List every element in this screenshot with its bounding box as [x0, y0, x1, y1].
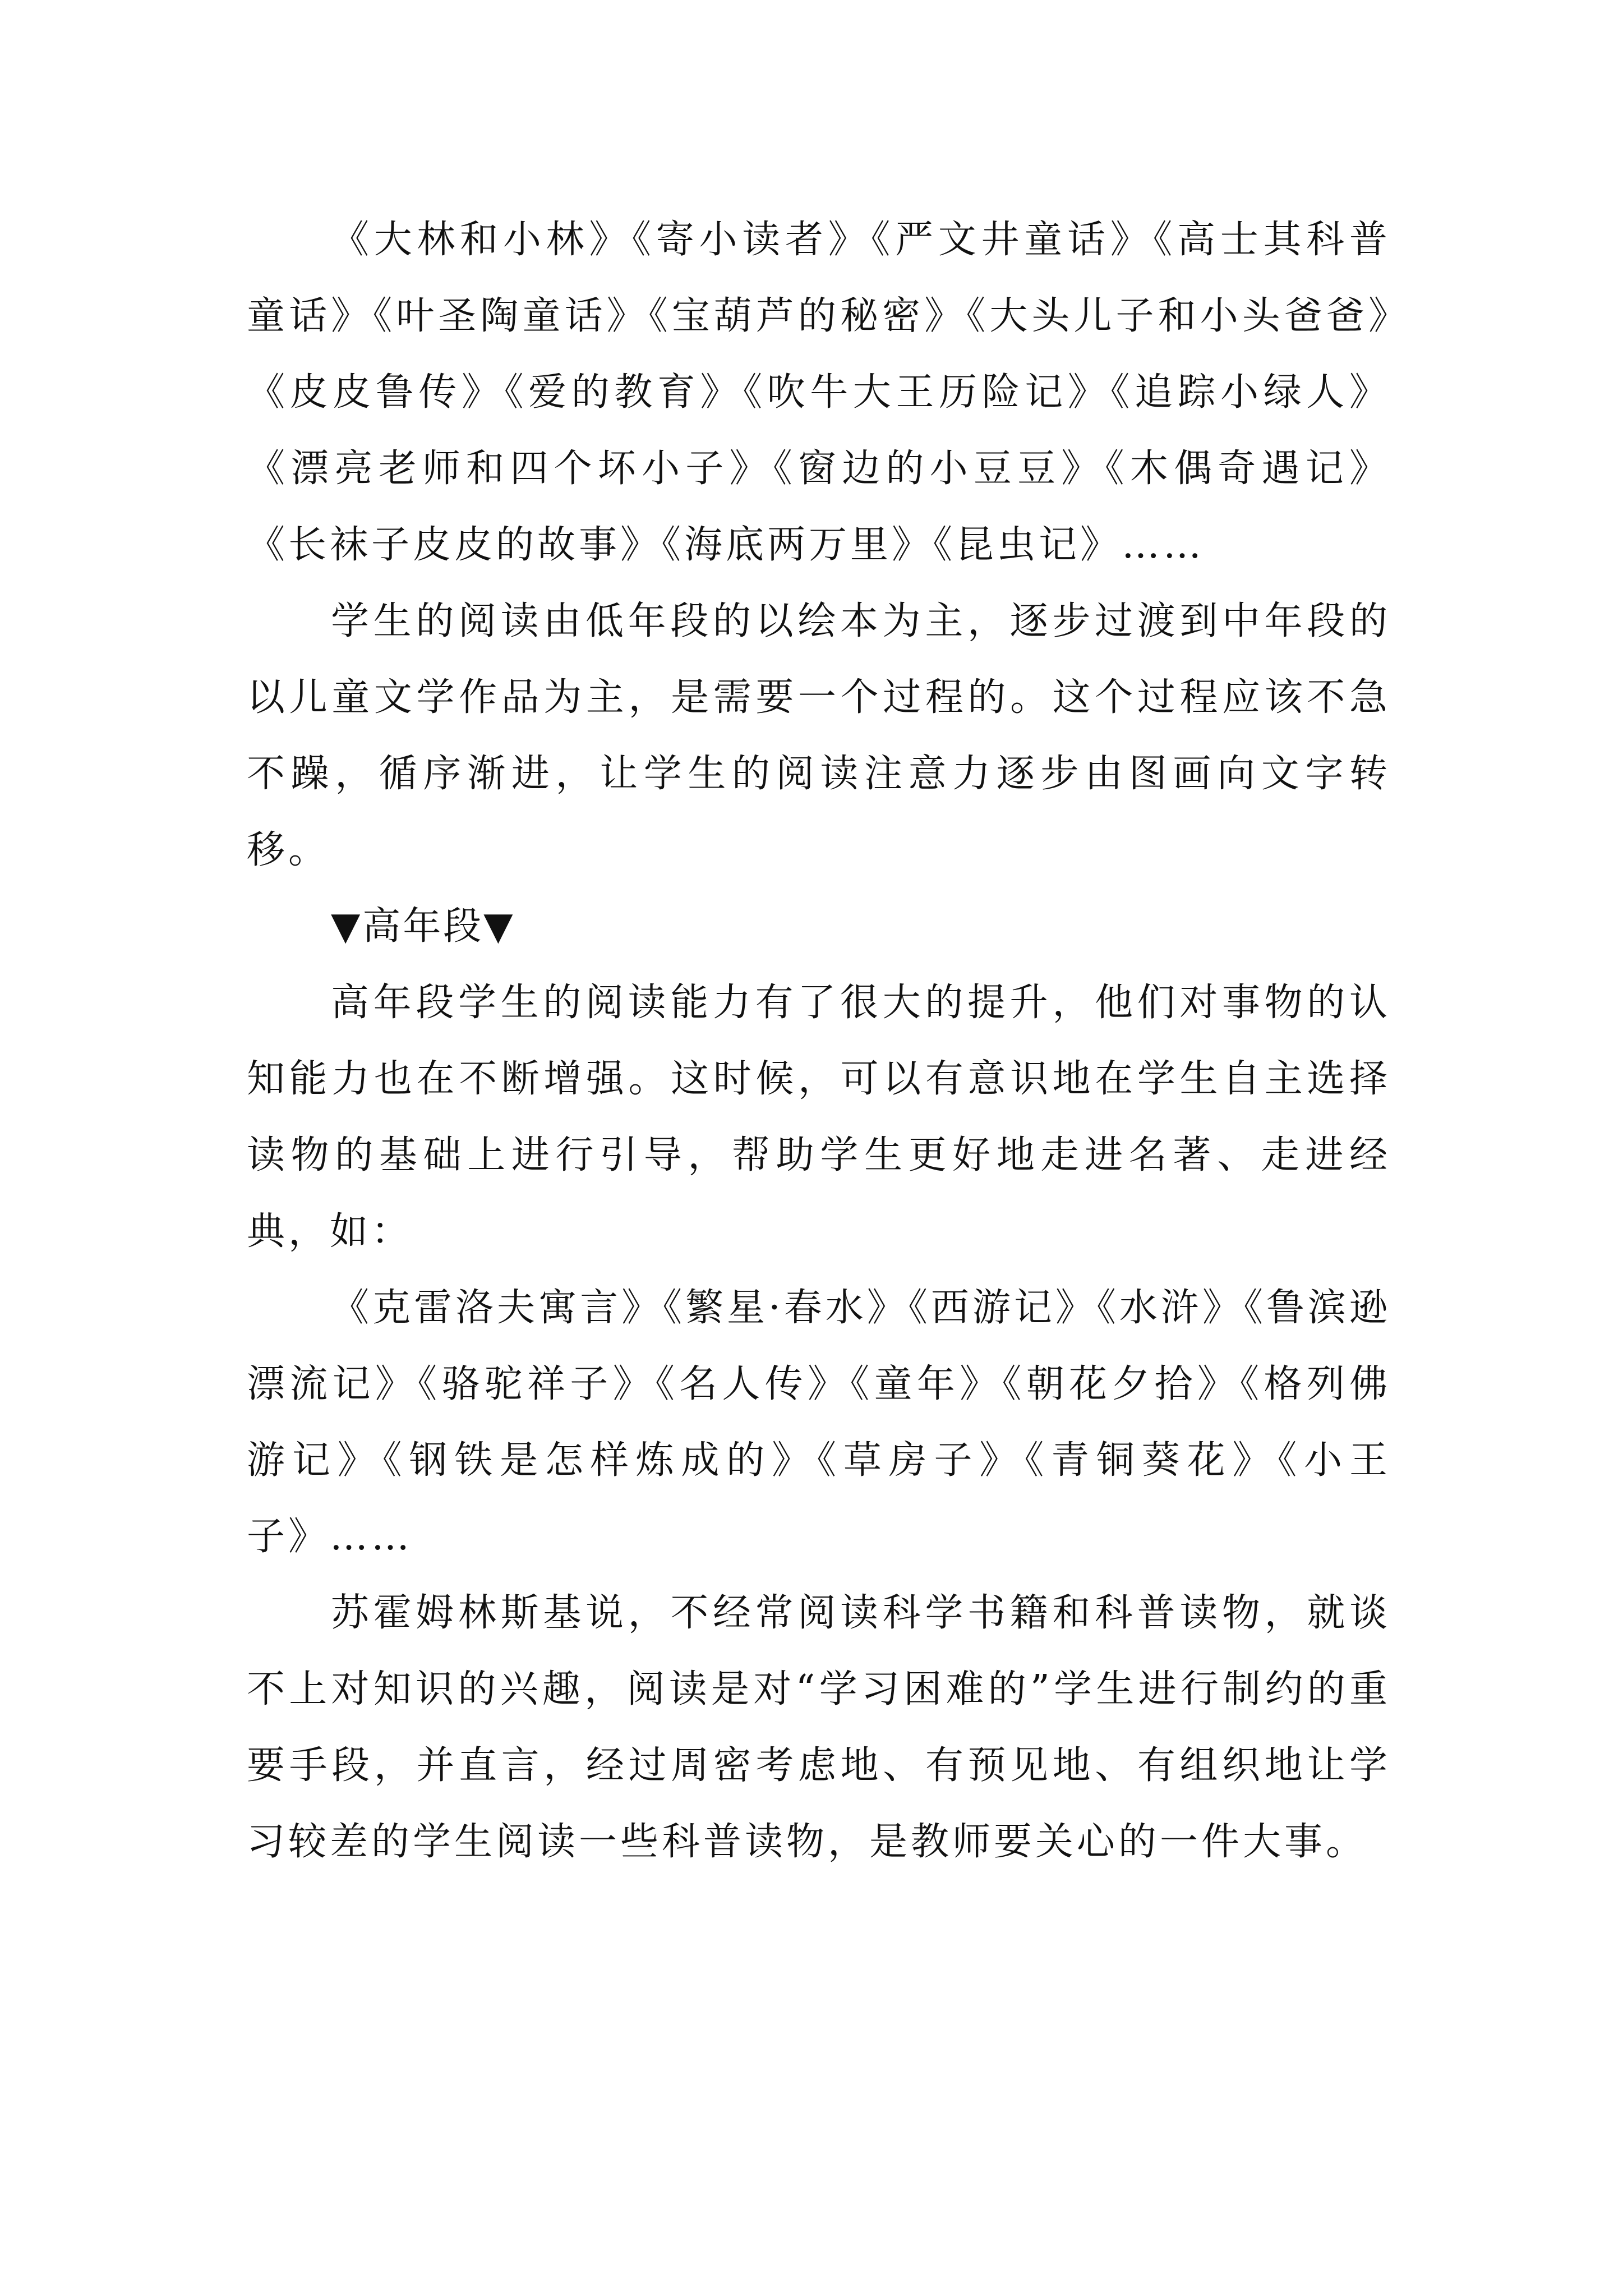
paragraph-upper-grade-intro: 高年段学生的阅读能力有了很大的提升，他们对事物的认知能力也在不断增强。这时候，可以有意识地在学生自主选择读物的基础上进行引导，帮助学生更好地走进名著、走进经典，如： [247, 981, 1391, 1254]
paragraph-booklist-middle-grade: 《大林和小林》《寄小读者》《严文井童话》《高士其科普童话》《叶圣陶童话》《宝葫芦的秘密》《大头儿子和小头爸爸》《皮皮鲁传》《爱的教育》《吹牛大王历险记》《追踪小绿人》《漂亮老师和四个坏小子》《窗边的小豆豆》《木偶奇遇记》《长袜子皮皮的故事》《海底两万里》《昆虫记》…… [247, 218, 1391, 567]
paragraph-booklist-upper-grade: 《克雷洛夫寓言》《繁星·春水》《西游记》《水浒》《鲁滨逊漂流记》《骆驼祥子》《名人传》《童年》《朝花夕拾》《格列佛游记》《钢铁是怎样炼成的》《草房子》《青铜葵花》《小王子》…… [247, 1286, 1391, 1559]
section-heading-upper-grade: ▼高年段▼ [331, 904, 515, 949]
paragraph-reading-transition: 学生的阅读由低年段的以绘本为主，逐步过渡到中年段的以儿童文学作品为主，是需要一个过程的。这个过程应该不急不躁，循序渐进，让学生的阅读注意力逐步由图画向文字转移。 [247, 599, 1391, 872]
document-body [247, 202, 1391, 1880]
paragraph-sukhomlinsky-quote: 苏霍姆林斯基说，不经常阅读科学书籍和科普读物，就谈不上对知识的兴趣，阅读是对“学习困难的”学生进行制约的重要手段，并直言，经过周密考虑地、有预见地、有组织地让学习较差的学生阅读一些科普读物，是教师要关心的一件大事。 [247, 1591, 1391, 1864]
